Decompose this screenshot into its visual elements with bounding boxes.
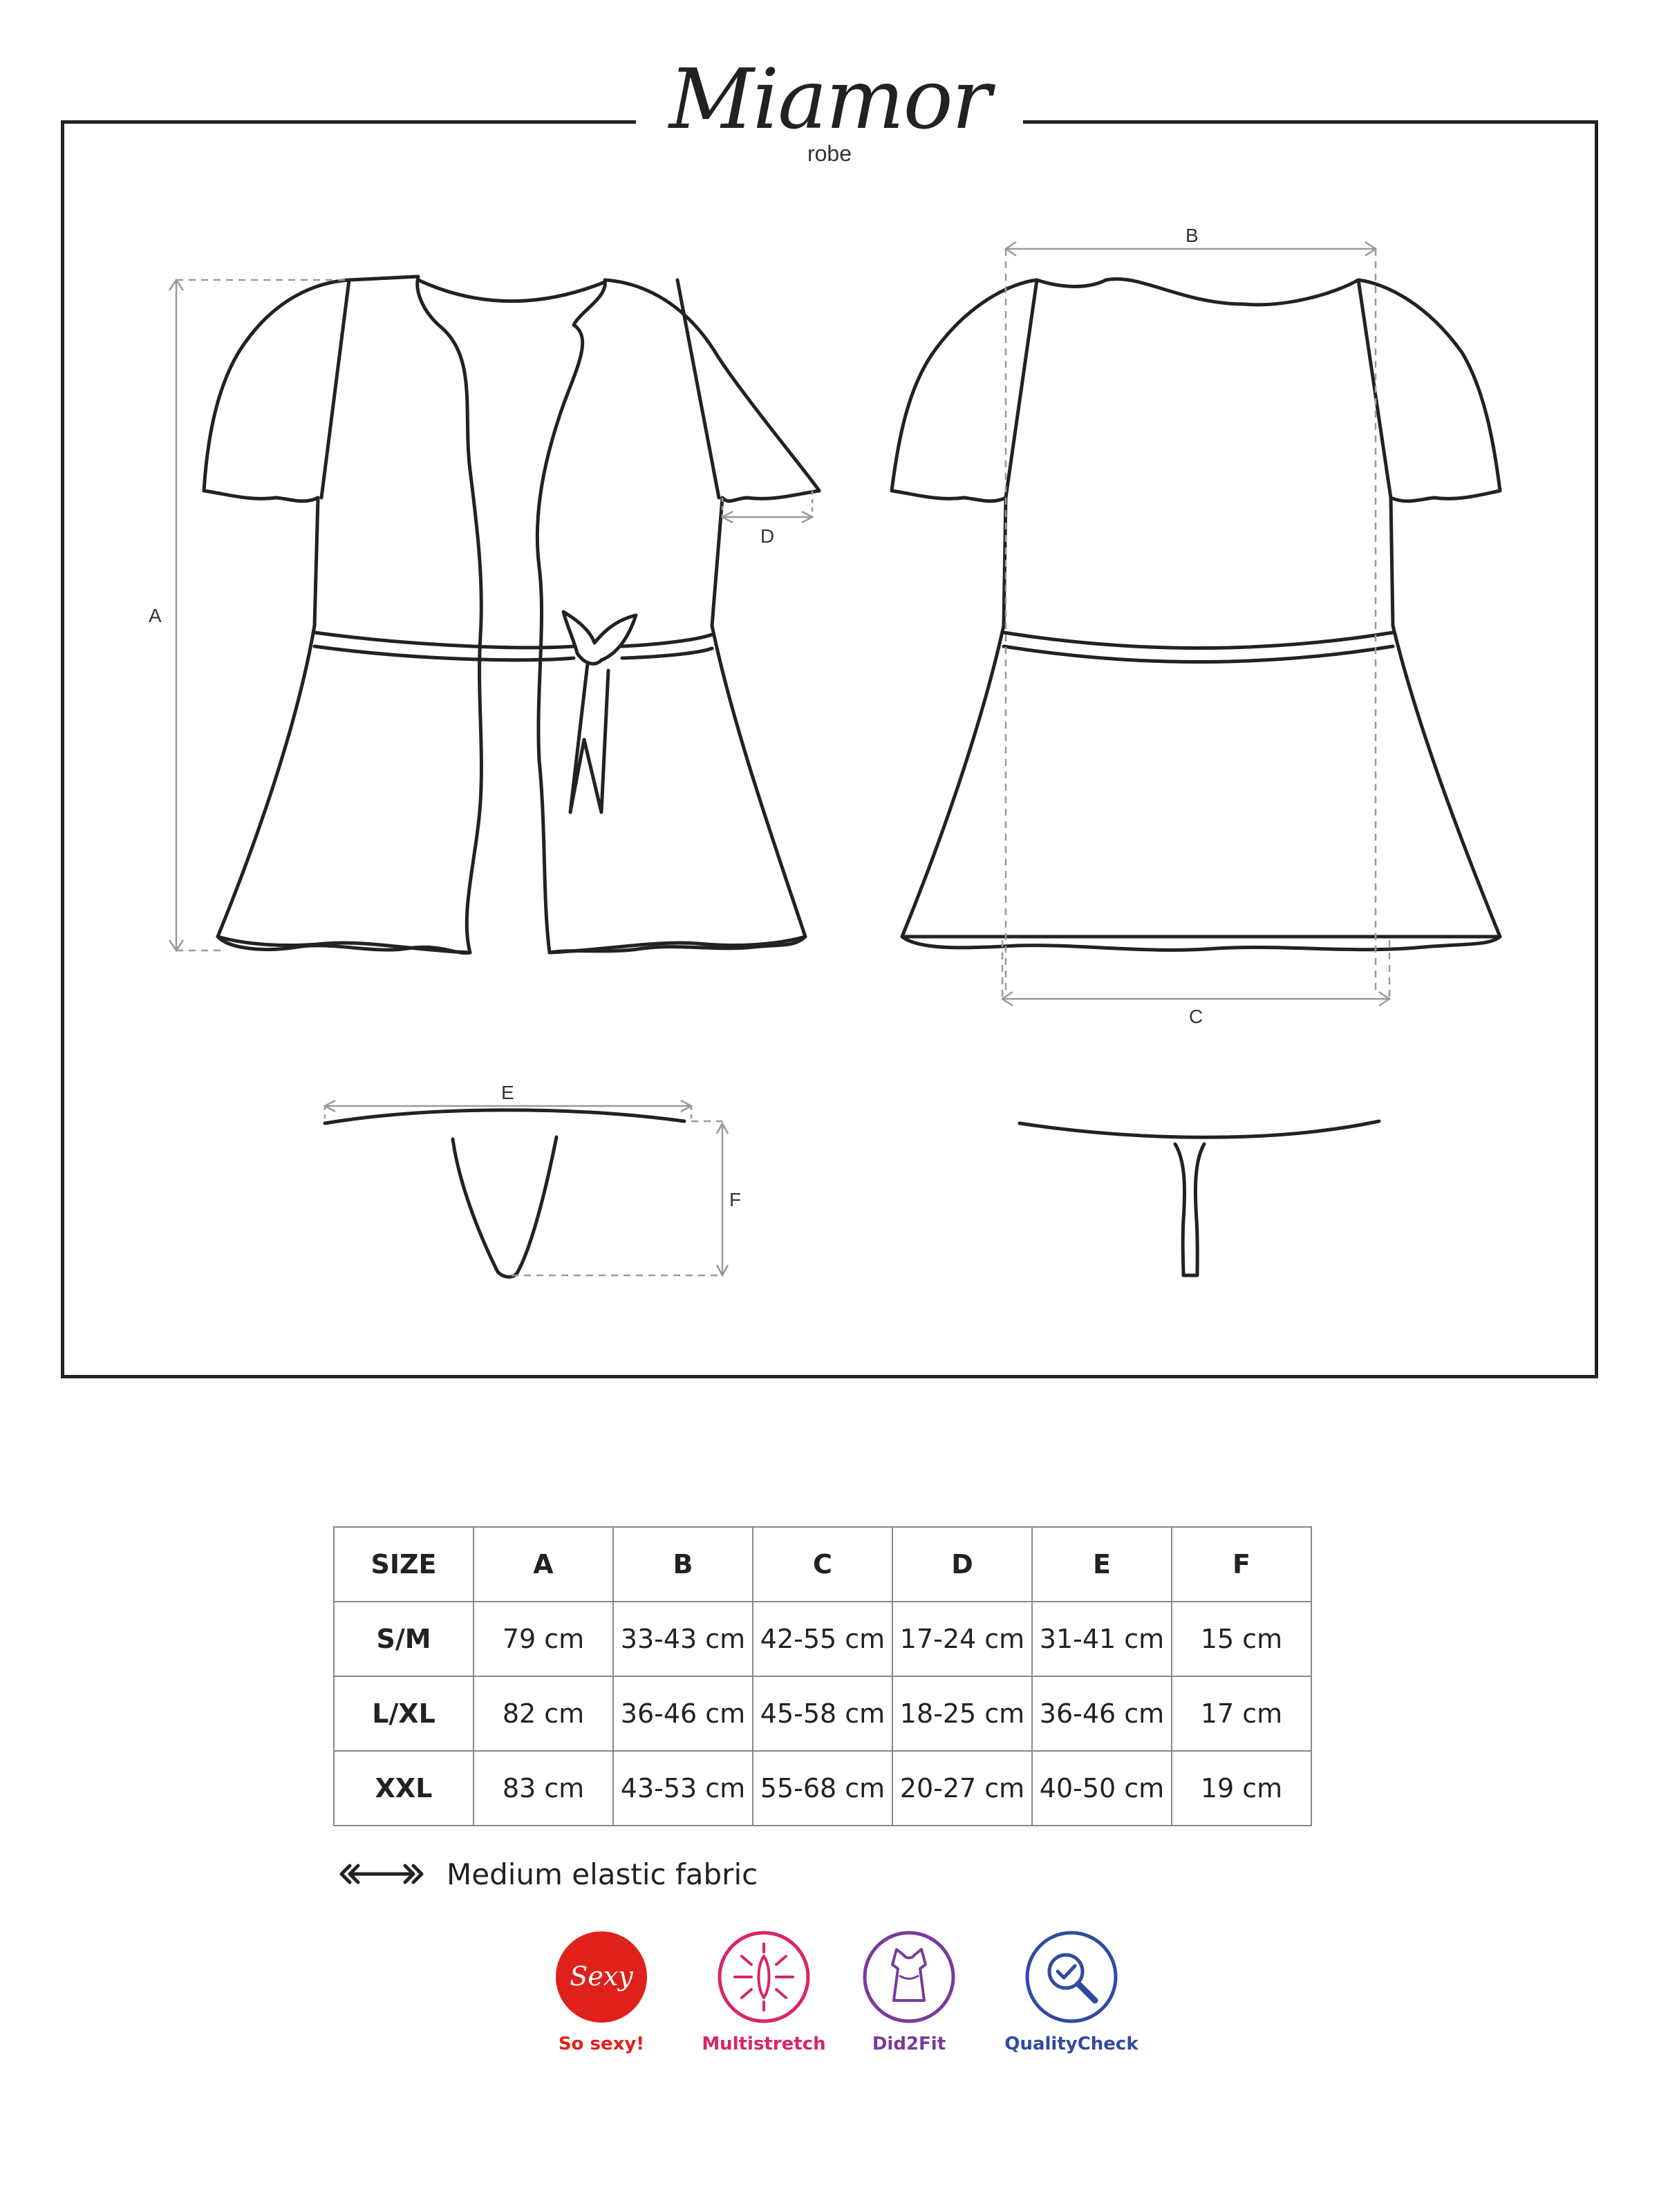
dimension-label-b: B — [1185, 225, 1199, 246]
table-cell: 36-46 cm — [1032, 1676, 1172, 1751]
product-type: robe — [807, 141, 852, 166]
multistretch-icon — [715, 1929, 812, 2025]
feature-badges — [525, 1929, 1147, 2067]
header-cell: SIZE — [334, 1527, 474, 1602]
table-cell: 43-53 cm — [613, 1751, 753, 1826]
robe-front-outline — [204, 276, 819, 953]
size-cell: S/M — [334, 1602, 474, 1676]
header-cell: D — [892, 1527, 1032, 1602]
badge-so-sexy — [525, 1929, 677, 2054]
table-cell: 20-27 cm — [892, 1751, 1032, 1826]
quality-check-icon — [1023, 1929, 1120, 2025]
table-cell: 45-58 cm — [753, 1676, 892, 1751]
badge-multistretch — [688, 1929, 840, 2054]
header-cell: B — [613, 1527, 753, 1602]
badge-did2fit — [833, 1929, 985, 2054]
table-cell: 15 cm — [1172, 1602, 1311, 1676]
header-cell: F — [1172, 1527, 1311, 1602]
dimension-label-f: F — [729, 1189, 742, 1210]
dimension-label-d: D — [760, 525, 775, 547]
fabric-label: Medium elastic fabric — [447, 1857, 758, 1891]
table-cell: 19 cm — [1172, 1751, 1311, 1826]
table-cell: 55-68 cm — [753, 1751, 892, 1826]
badge-quality-check — [995, 1929, 1147, 2054]
robe-back-outline — [892, 279, 1500, 950]
table-cell: 17-24 cm — [892, 1602, 1032, 1676]
table-cell: 18-25 cm — [892, 1676, 1032, 1751]
table-cell: 40-50 cm — [1032, 1751, 1172, 1826]
table-cell: 36-46 cm — [613, 1676, 753, 1751]
size-cell: L/XL — [334, 1676, 474, 1751]
thong-back-outline — [1020, 1121, 1379, 1275]
badge-label: Multistretch — [702, 2034, 826, 2054]
table-cell: 42-55 cm — [753, 1602, 892, 1676]
did2fit-icon — [861, 1929, 957, 2025]
dimension-label-a: A — [149, 605, 162, 626]
table-row — [334, 1751, 1311, 1826]
table-cell: 31-41 cm — [1032, 1602, 1172, 1676]
dimension-label-c: C — [1189, 1006, 1203, 1027]
size-table-header — [334, 1527, 1311, 1602]
double-arrow-icon — [333, 1860, 430, 1888]
fabric-note — [333, 1857, 758, 1891]
header-cell: C — [753, 1527, 892, 1602]
thong-front-outline — [325, 1110, 684, 1277]
table-row — [334, 1676, 1311, 1751]
table-cell: 33-43 cm — [613, 1602, 753, 1676]
badge-label: QualityCheck — [1004, 2034, 1138, 2054]
badge-label: So sexy! — [558, 2034, 645, 2054]
header-cell: A — [474, 1527, 613, 1602]
sexy-badge-text: Sexy — [570, 1961, 633, 1991]
badge-label: Did2Fit — [872, 2034, 946, 2054]
table-cell: 17 cm — [1172, 1676, 1311, 1751]
size-table — [333, 1526, 1312, 1826]
table-cell: 83 cm — [474, 1751, 613, 1826]
dimension-label-e: E — [501, 1082, 514, 1103]
table-row — [334, 1602, 1311, 1676]
header-cell: E — [1032, 1527, 1172, 1602]
sexy-badge-icon — [553, 1929, 650, 2025]
table-cell: 82 cm — [474, 1676, 613, 1751]
size-cell: XXL — [334, 1751, 474, 1826]
table-cell: 79 cm — [474, 1602, 613, 1676]
brand-logo: Miamor — [668, 52, 991, 148]
